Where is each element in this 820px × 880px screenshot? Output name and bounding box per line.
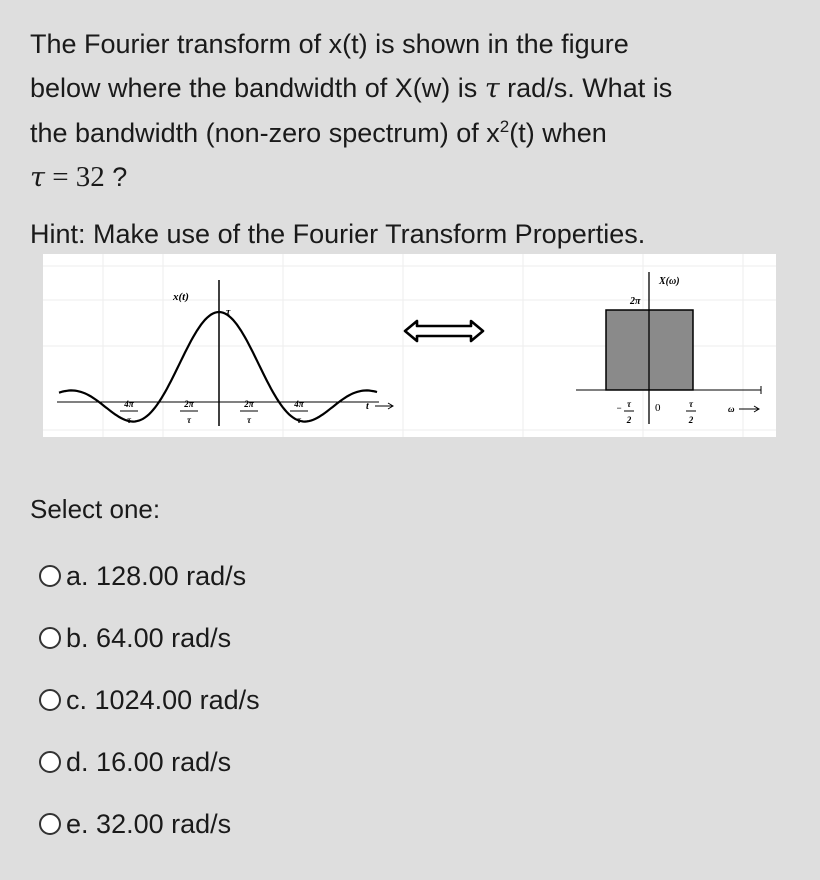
hint-text: Hint: Make use of the Fourier Transform Properties. bbox=[30, 219, 646, 249]
tick-pos-4pi-num: 4π bbox=[294, 399, 304, 409]
sinc-curve bbox=[59, 312, 377, 422]
tick-pos-half-tau-den: 2 bbox=[688, 415, 694, 425]
option-c-label: 1024.00 rad/s bbox=[94, 684, 260, 715]
tick-pos-half-tau-num: τ bbox=[689, 399, 693, 409]
double-arrow-icon bbox=[405, 321, 483, 341]
question-line-2-end: rad/s. What is bbox=[499, 73, 673, 103]
option-b-radio[interactable] bbox=[39, 627, 61, 649]
t-axis-arrow bbox=[375, 403, 393, 409]
option-a-label: 128.00 rad/s bbox=[96, 560, 247, 591]
option-b[interactable] bbox=[39, 607, 260, 669]
tick-neg-4pi-num: 4π bbox=[124, 399, 134, 409]
tau-value: = 32 bbox=[44, 161, 105, 193]
option-d-radio[interactable] bbox=[39, 751, 61, 773]
tick-pos-half-tau bbox=[686, 399, 696, 425]
option-a-radio[interactable] bbox=[39, 565, 61, 587]
tick-pos-2pi bbox=[240, 399, 258, 425]
question-line-4 bbox=[30, 155, 790, 200]
question-line-3-end: (t) when bbox=[509, 118, 607, 148]
question-text bbox=[30, 22, 790, 200]
option-c[interactable] bbox=[39, 669, 260, 731]
tick-neg-half-tau-den: 2 bbox=[626, 415, 632, 425]
answer-options bbox=[39, 545, 260, 855]
question-figure bbox=[43, 254, 776, 437]
tick-pos-4pi-den: τ bbox=[297, 415, 301, 425]
tick-pos-2pi-den: τ bbox=[247, 415, 251, 425]
option-b-label: 64.00 rad/s bbox=[96, 622, 232, 653]
tau-symbol-2: τ bbox=[30, 162, 45, 193]
select-one-label: Select one: bbox=[30, 494, 161, 524]
figure-svg bbox=[43, 254, 776, 437]
option-d[interactable] bbox=[39, 731, 260, 793]
tick-pos-2pi-num: 2π bbox=[244, 399, 254, 409]
question-mark: ? bbox=[104, 162, 128, 192]
option-c-letter: c. bbox=[66, 684, 88, 715]
question-line-1-text: The Fourier transform of x(t) is shown in the figure bbox=[30, 29, 629, 59]
x-w-height-label: 2π bbox=[630, 296, 641, 307]
question-line-1 bbox=[30, 22, 790, 66]
x-w-title: X(ω) bbox=[659, 276, 680, 287]
tick-neg-2pi bbox=[180, 399, 198, 425]
option-e-radio[interactable] bbox=[39, 813, 61, 835]
option-d-letter: d. bbox=[66, 746, 89, 777]
option-a[interactable] bbox=[39, 545, 260, 607]
w-axis-arrow bbox=[739, 406, 759, 412]
option-e-letter: e. bbox=[66, 808, 89, 839]
x-w-axis-label: ω bbox=[728, 404, 735, 414]
tick-neg-4pi-den: τ bbox=[127, 415, 131, 425]
x-w-zero-label: 0 bbox=[655, 402, 661, 414]
x-t-title: x(t) bbox=[173, 291, 189, 303]
question-line-3 bbox=[30, 111, 790, 155]
option-e-label: 32.00 rad/s bbox=[96, 808, 232, 839]
question-line-3-text: the bandwidth (non-zero spectrum) of x bbox=[30, 118, 500, 148]
option-c-radio[interactable] bbox=[39, 689, 61, 711]
tick-neg-half-tau-num: τ bbox=[627, 399, 631, 409]
option-d-label: 16.00 rad/s bbox=[96, 746, 232, 777]
x-t-peak-label: τ bbox=[226, 307, 231, 318]
option-e[interactable] bbox=[39, 793, 260, 855]
tick-neg-half-tau-minus: − bbox=[616, 403, 622, 413]
question-line-2-text: below where the bandwidth of X(w) is bbox=[30, 73, 485, 103]
option-b-letter: b. bbox=[66, 622, 89, 653]
tick-neg-2pi-den: τ bbox=[187, 415, 191, 425]
exponent: 2 bbox=[499, 117, 510, 136]
question-line-2 bbox=[30, 66, 790, 111]
x-t-axis-label: t bbox=[366, 401, 369, 412]
tau-symbol: τ bbox=[484, 73, 500, 104]
tick-neg-2pi-num: 2π bbox=[184, 399, 194, 409]
tick-neg-half-tau bbox=[616, 399, 634, 425]
option-a-letter: a. bbox=[66, 560, 89, 591]
